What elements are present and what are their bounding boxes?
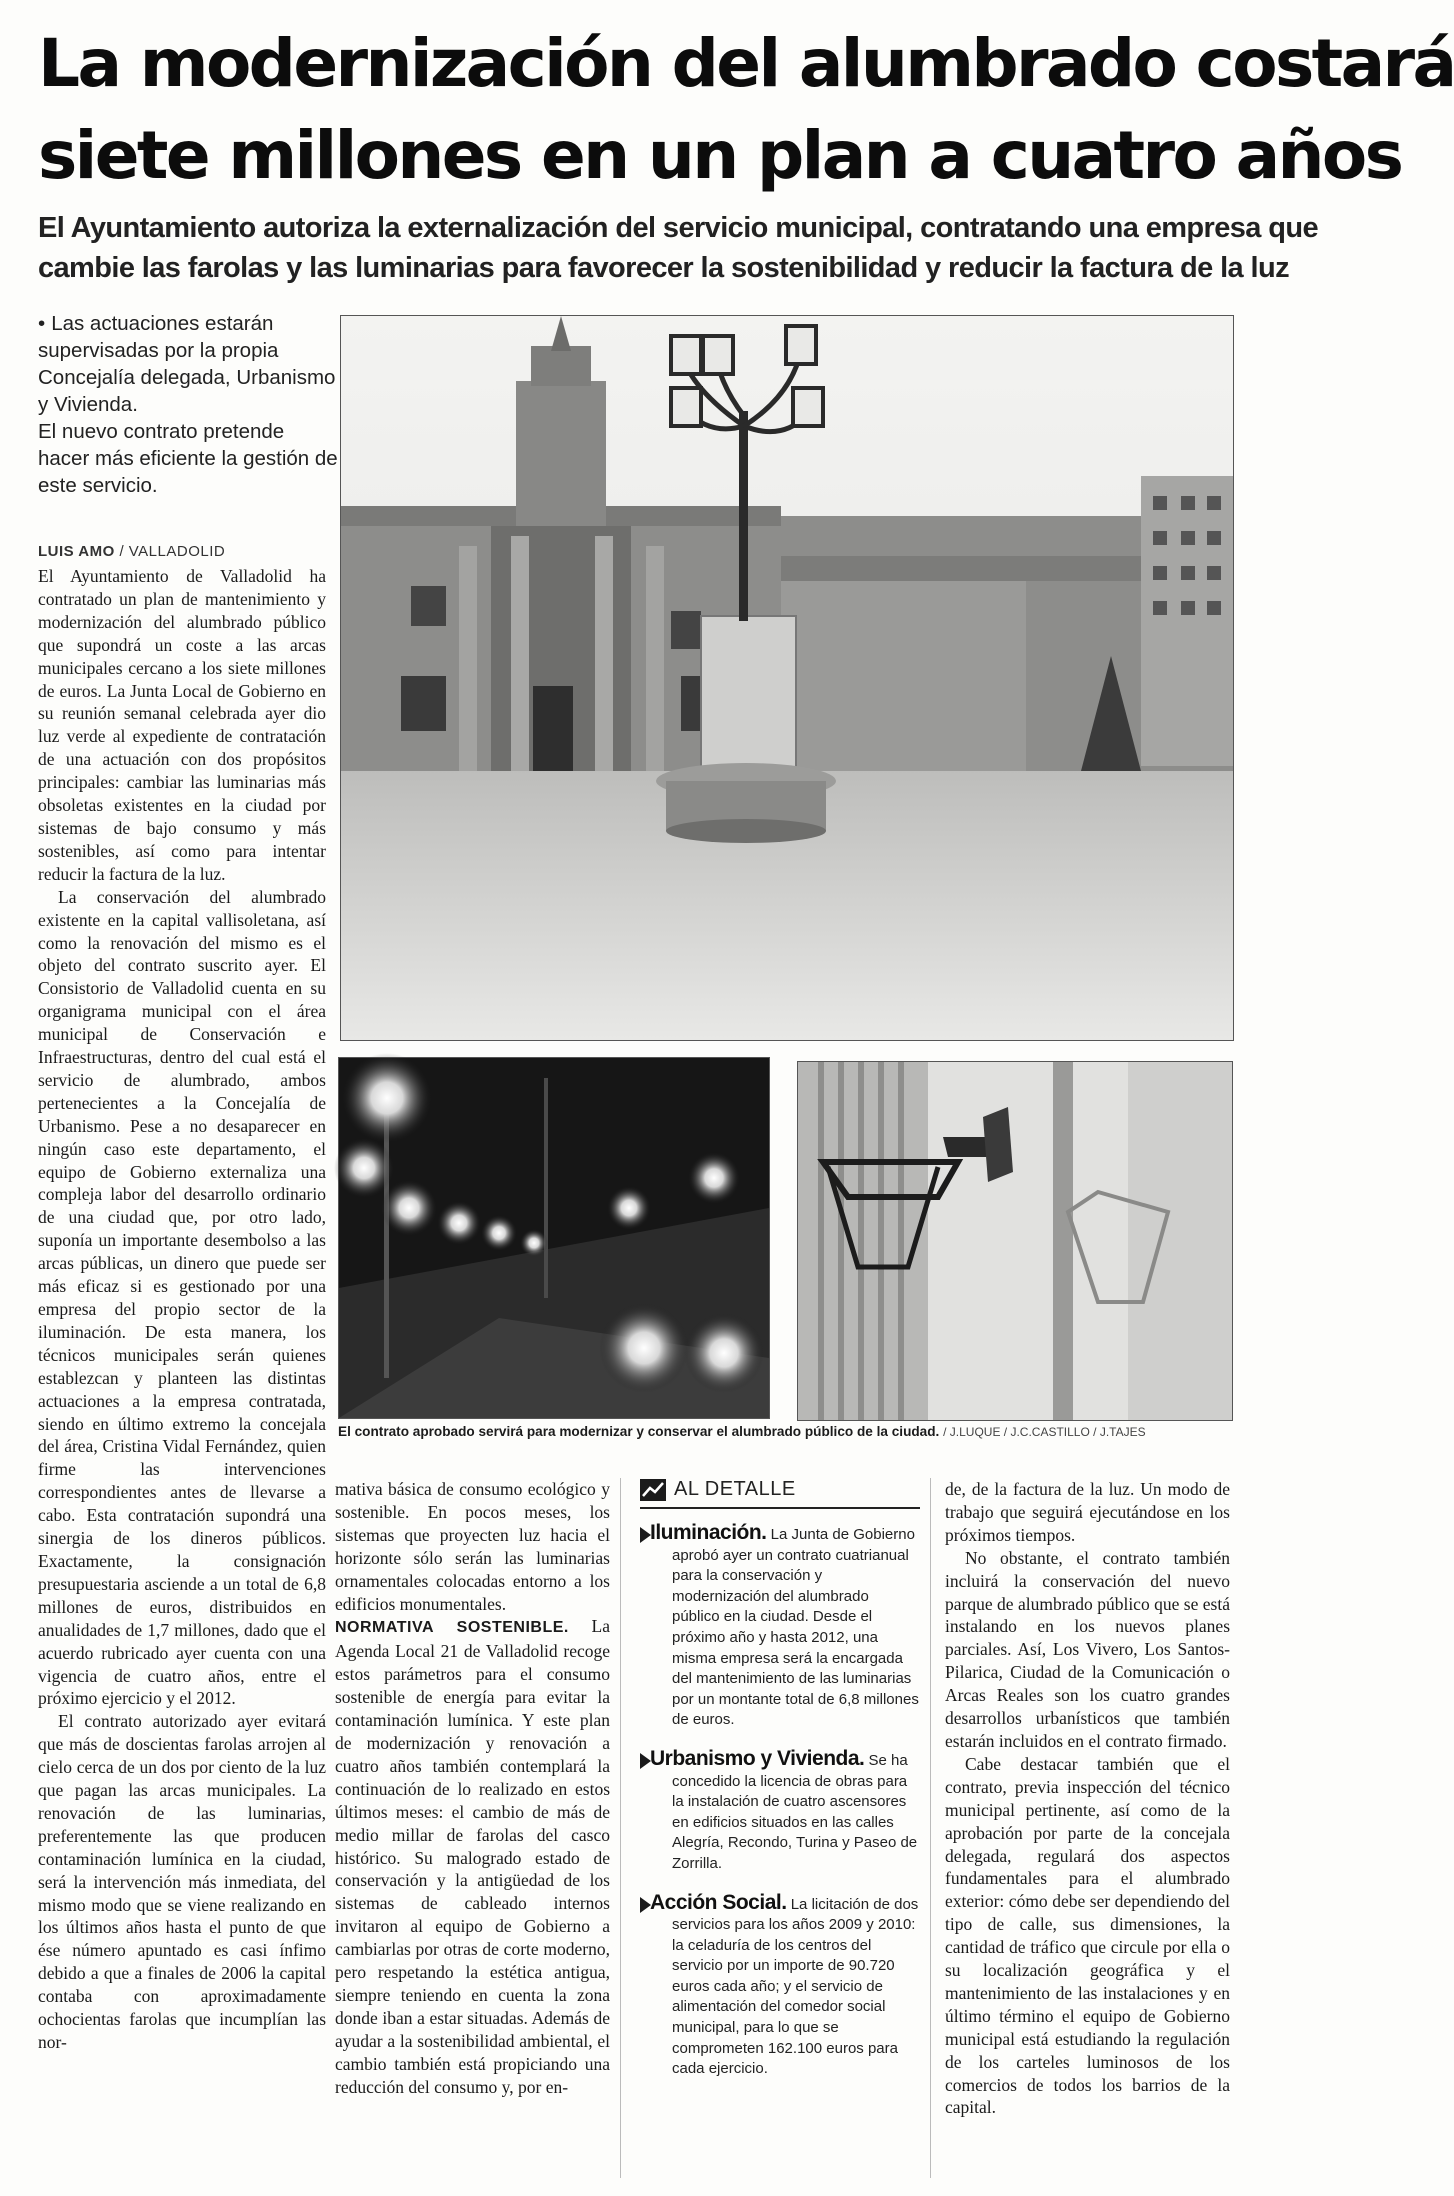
- triangle-marker-icon: [640, 1895, 652, 1913]
- subtitle-line-2: cambie las farolas y las luminarias para favorecer la sostenibilidad y reducir la factura de la luz: [38, 252, 1289, 284]
- summary-point-2: El nuevo contrato pretende hacer más eficiente la gestión de este servicio.: [38, 420, 338, 497]
- detail-item-head: Iluminación.: [650, 1521, 767, 1544]
- article-column-2: [335, 1478, 610, 2188]
- byline-location: / VALLADOLID: [119, 543, 226, 560]
- byline-author: LUIS AMO: [38, 543, 115, 560]
- caption-text: El contrato aprobado servirá para modernizar y conservar el alumbrado público de la ciudad.: [338, 1424, 940, 1439]
- article-column-4: [945, 1478, 1230, 2188]
- headline: [38, 18, 1454, 202]
- subtitle-line-1: El Ayuntamiento autoriza la externalización del servicio municipal, contratando una empresa que: [38, 212, 1319, 244]
- detail-item: [640, 1523, 920, 1731]
- column-divider: [930, 1478, 931, 2178]
- detail-sidebar: [640, 1478, 920, 2168]
- subtitle: [38, 208, 1319, 288]
- detail-item: [640, 1890, 920, 2080]
- detail-item-text: La licitación de dos servicios para los años 2009 y 2010: la celaduría de los centros del servicio por un importe de 90.720 euros cada año; y el servicio de alimentación del comedor social municipal, para lo que se comprometen 162.100 euros para cada ejercicio.: [672, 1895, 919, 2078]
- photo-caption: [338, 1424, 1238, 1439]
- detail-item-text: Se ha concedido la licencia de obras para la instalación de cuatro ascensores en edificios situados en las calles Alegría, Recondo, Turina y Paseo de Zorrilla.: [672, 1751, 918, 1872]
- detail-item-head: Acción Social.: [650, 1890, 787, 1914]
- body-paragraph: La conservación del alumbrado existente en la capital vallisoletana, así como la renovación del mismo es el objeto del contrato suscrito ayer. El Consistorio de Valladolid cuenta en su organigrama municipal con el área municipal de Conservación e Infraestructuras, dentro del cual está el servicio de alumbrado, ambos pertenecientes a la Concejalía de Urbanismo. Pese a no desaparecer en ningún caso este departamento, el equipo de Gobierno externaliza una compleja labor del desarrollo ordinario de una ciudad que, por otro lado, suponía un importante desembolso a las arcas públicas, un dinero que puede ser más eficaz si es gestionado por una empresa del propio sector de la iluminación. De esta manera, los técnicos municipales serán quienes establezcan y planteen las distintas actuaciones a la empresa contratada, siendo en último extremo la concejala del área, Cristina Vidal Fernández, quien firme las intervenciones correspondientes antes de llevarse a cabo. Esta contratación supondrá una sinergia de los dineros públicos. Exactamente, la consignación presupuestaria asciende a un total de 6,8 millones de euros, distribuidos en anualidades de 1,7 millones, dado que el acuerdo rubricado ayer cuenta con una vigencia de cuatro años, entre el próximo ejercicio y el 2012.: [38, 886, 326, 1709]
- facade-illustration: [341, 316, 1233, 1040]
- photo-night-street: [338, 1057, 770, 1419]
- wall-lamp-illustration: [798, 1062, 1232, 1420]
- summary-box: [38, 310, 338, 499]
- headline-line-2: siete millones en un plan a cuatro años: [38, 117, 1402, 194]
- body-paragraph: No obstante, el contrato también incluirá la conservación del nuevo parque de alumbrado público que se está instalando en los nuevos planes parciales. Así, Los Vivero, Los Santos-Pilarica, Ciudad de la Comunicación o Arcas Reales son los cuatro grandes desarrollos urbanísticos que también estarán incluidos en el contrato firmado.: [945, 1547, 1230, 1751]
- body-paragraph: El contrato autorizado ayer evitará que más de doscientas farolas arrojen al cielo cerca de un dos por ciento de la luz que pagan las arcas municipales. La renovación de las luminarias, preferentemente las que producen contaminación lumínica en la ciudad, será la intervención más inmediata, del mismo modo que se viene realizando en los últimos años hasta el punto de que ése número apuntado es casi ínfimo debido a que a finales de 2006 la capital contaba con aproximadamente ochocientas farolas que incumplían las nor-: [38, 1711, 326, 2052]
- photo-university-facade: [340, 315, 1234, 1041]
- body-paragraph: El Ayuntamiento de Valladolid ha contratado un plan de mantenimiento y modernización del alumbrado público que supondrá un coste a las arcas municipales cercano a los siete millones de euros. La Junta Local de Gobierno en su reunión semanal celebrada ayer dio luz verde al expediente de contratación de una actuación con dos propósitos principales: cambiar las luminarias más obsoletas existentes en la ciudad por sistemas de bajo consumo y más sostenibles, así como para intentar reducir la factura de la luz.: [38, 566, 326, 884]
- body-paragraph: [335, 1615, 610, 2098]
- headline-line-1: La modernización del alumbrado costará: [38, 25, 1454, 102]
- photo-wall-lamp: [797, 1061, 1233, 1421]
- detail-header: [640, 1478, 920, 1509]
- triangle-marker-icon: [640, 1751, 652, 1769]
- detail-item: [640, 1746, 920, 1875]
- body-paragraph: Cabe destacar también que el contrato, previa inspección del técnico municipal pertinente, así como de la aprobación por parte de la concejala delegada, regulará dos aspectos fundamentales para el alumbrado exterior: cómo debe ser dependiendo del tipo de calle, sus dimensiones, la cantidad de tráfico que circule por ella o su localización geográfica y el mantenimiento de las instalaciones y en último término el equipo de Gobierno municipal está estudiando la regulación de los carteles luminosos de los comercios de todos los barrios de la capital.: [945, 1753, 1230, 2118]
- section-text: La Agenda Local 21 de Valladolid recoge estos parámetros para el consumo sostenible de energía para evitar la contaminación lumínica. Y este plan de modernización y renovación a cuatro años también contemplará la continuación de lo realizado en estos últimos meses: el cambio de más de medio millar de farolas del casco histórico. Su malogrado estado de conservación y la antigüedad de los sistemas de cableado internos invitaron al equipo de Gobierno a cambiarlas por otras de corte moderno, pero respetando la estética antigua, siempre teniendo en cuenta la zona donde iban a estar situadas. Además de ayudar a la sostenibilidad ambiental, el cambio también está propiciando una reducción del consumo y, por en-: [335, 1616, 610, 2097]
- article-column-1: [38, 565, 326, 2180]
- night-street-illustration: [339, 1058, 769, 1418]
- photo-credit: / J.LUQUE / J.C.CASTILLO / J.TAJES: [943, 1425, 1146, 1439]
- column-divider: [620, 1478, 621, 2178]
- triangle-marker-icon: [640, 1525, 652, 1543]
- detail-item-text: La Junta de Gobierno aprobó ayer un contrato cuatrianual para la conservación y modernización del alumbrado público en la ciudad. Desde el próximo año y hasta 2012, una misma empresa será la encargada del mantenimiento de las luminarias por un montante total de 6,8 millones de euros.: [672, 1526, 919, 1729]
- summary-point-1: [38, 310, 338, 418]
- detail-item-head: Urbanismo y Vivienda.: [650, 1746, 865, 1770]
- body-paragraph: mativa básica de consumo ecológico y sostenible. En pocos meses, los sistemas que proyecten luz hacia el horizonte sólo serán las luminarias ornamentales colocadas entorno a los edificios monumentales.: [335, 1479, 610, 1614]
- summary-point-1-text: Las actuaciones estarán supervisadas por la propia Concejalía delegada, Urbanismo y Vivienda.: [38, 312, 336, 416]
- chart-trend-icon: [640, 1479, 666, 1501]
- bullet-icon: •: [38, 312, 46, 335]
- section-heading: NORMATIVA SOSTENIBLE.: [335, 1619, 569, 1637]
- detail-title: AL DETALLE: [674, 1478, 796, 1500]
- byline: [38, 543, 338, 560]
- body-paragraph: de, de la factura de la luz. Un modo de trabajo que seguirá ejecutándose en los próximos tiempos.: [945, 1479, 1230, 1545]
